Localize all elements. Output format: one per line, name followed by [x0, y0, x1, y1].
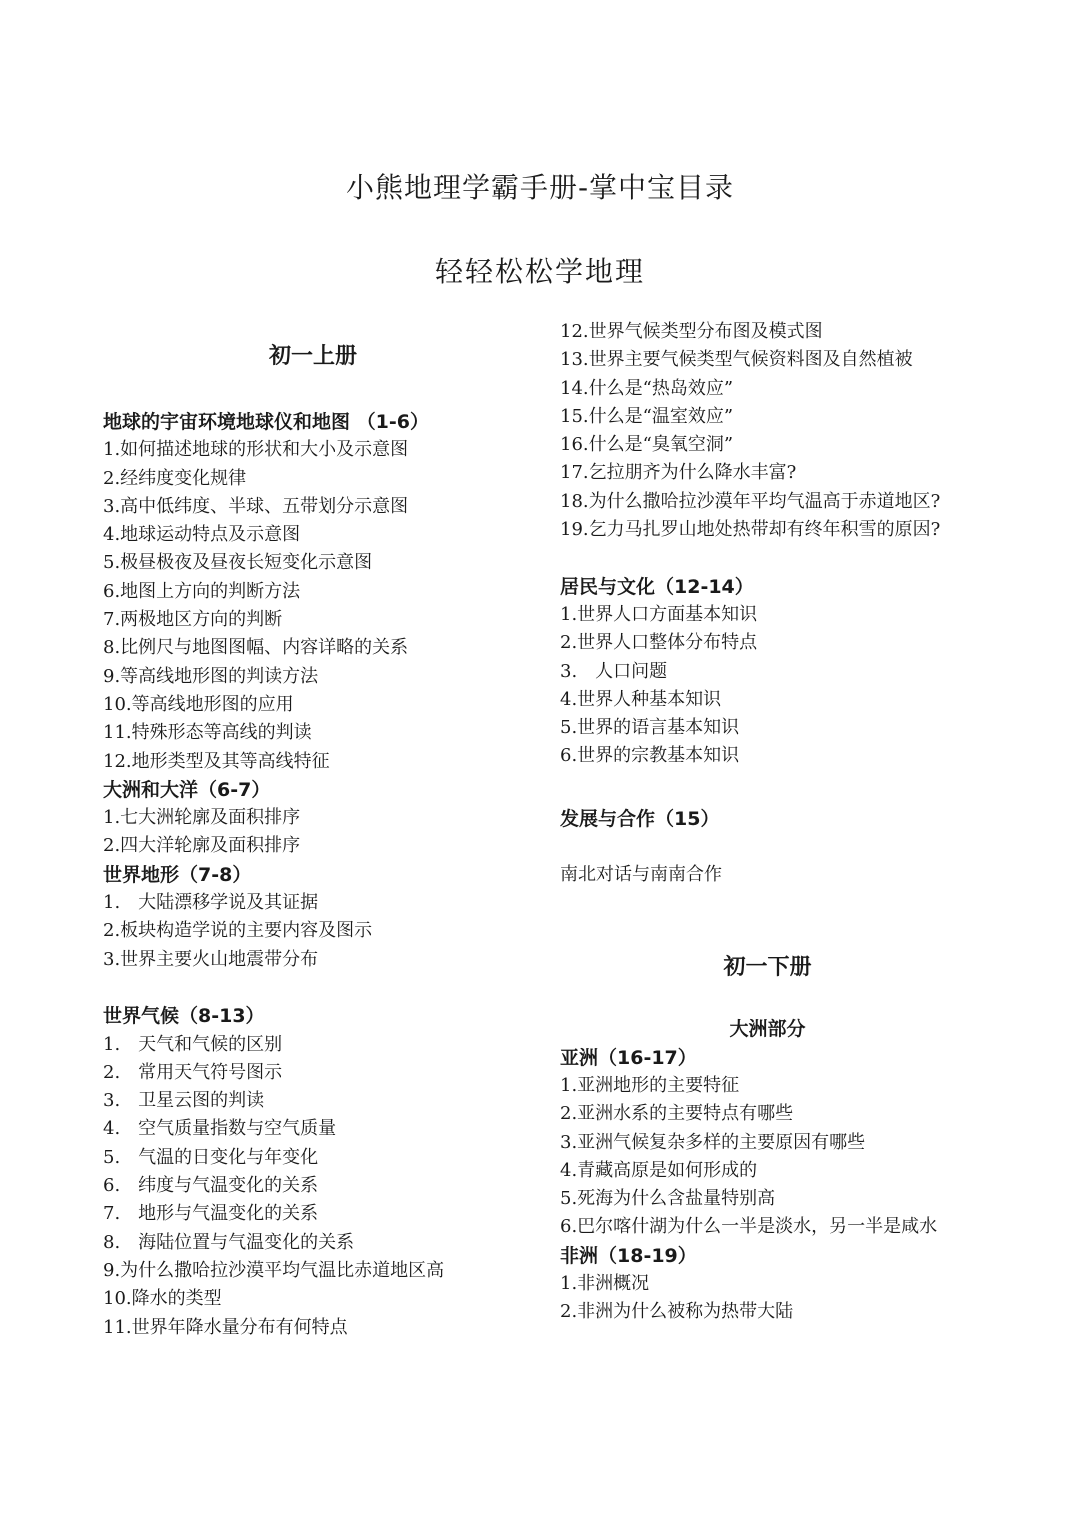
- section-heading-landforms: 世界地形（7-8）: [103, 863, 252, 886]
- toc-item: 2.亚洲水系的主要特点有哪些: [560, 1103, 794, 1125]
- document-subtitle: 轻轻松松学地理: [434, 255, 645, 288]
- toc-item: 14.什么是“热岛效应”: [560, 377, 734, 399]
- section-heading-climate: 世界气候（8-13）: [103, 1005, 265, 1028]
- toc-item: 1.非洲概况: [560, 1273, 650, 1295]
- toc-item: 5.世界的语言基本知识: [560, 717, 740, 739]
- toc-item: 2.四大洋轮廓及面积排序: [103, 835, 301, 857]
- toc-item: 8.比例尺与地图图幅、内容详略的关系: [103, 637, 409, 659]
- toc-item: 1. 大陆漂移学说及其证据: [103, 892, 319, 914]
- toc-item: 2.世界人口整体分布特点: [560, 632, 758, 654]
- toc-item: 3. 人口问题: [560, 660, 668, 682]
- toc-item: 4. 空气质量指数与空气质量: [103, 1118, 337, 1140]
- toc-item: 4.地球运动特点及示意图: [103, 524, 301, 546]
- toc-item: 8. 海陆位置与气温变化的关系: [103, 1231, 355, 1253]
- toc-item: 3.世界主要火山地震带分布: [103, 948, 319, 970]
- toc-item: 1.七大洲轮廓及面积排序: [103, 807, 301, 829]
- section-heading-asia: 亚洲（16-17）: [560, 1046, 697, 1069]
- section-list-africa: [560, 1270, 1020, 1327]
- toc-item: 18.为什么撒哈拉沙漠年平均气温高于赤道地区?: [560, 490, 941, 512]
- part-heading-continents: 大洲部分: [729, 1018, 806, 1041]
- toc-item: 16.什么是“臭氧空洞”: [560, 434, 734, 456]
- toc-item: 5. 气温的日变化与年变化: [103, 1146, 319, 1168]
- toc-item: 4.世界人种基本知识: [560, 688, 722, 710]
- toc-item: 2.非洲为什么被称为热带大陆: [560, 1301, 794, 1323]
- toc-item: 10.降水的类型: [103, 1288, 222, 1310]
- document-title: 小熊地理学霸手册-掌中宝目录: [345, 171, 735, 204]
- left-column: [103, 340, 533, 1342]
- toc-item: 南北对话与南南合作: [560, 864, 722, 886]
- toc-item: 2.板块构造学说的主要内容及图示: [103, 920, 373, 942]
- section-list-earth: [103, 436, 533, 776]
- toc-item: 6.世界的宗教基本知识: [560, 745, 740, 767]
- toc-item: 17.乞拉朋齐为什么降水丰富?: [560, 462, 797, 484]
- toc-item: 12.世界气候类型分布图及模式图: [560, 321, 823, 342]
- section-list-asia: [560, 1072, 1020, 1242]
- section-heading-earth: 地球的宇宙环境地球仪和地图 （1-6）: [103, 411, 429, 433]
- toc-item: 5.死海为什么含盐量特别高: [560, 1188, 776, 1210]
- toc-item: 6. 纬度与气温变化的关系: [103, 1175, 319, 1197]
- toc-item: 15.什么是“温室效应”: [560, 405, 734, 427]
- section-list-population: [560, 601, 1020, 771]
- toc-item: 6.巴尔喀什湖为什么一半是淡水，另一半是咸水: [560, 1216, 938, 1238]
- toc-item: 11.世界年降水量分布有何特点: [103, 1316, 348, 1338]
- section-heading-africa: 非洲（18-19）: [560, 1244, 697, 1267]
- section-heading-population: 居民与文化（12-14）: [560, 575, 754, 598]
- section-list-climate: [103, 1031, 533, 1342]
- toc-item: 19.乞力马扎罗山地处热带却有终年积雪的原因?: [560, 519, 941, 541]
- toc-item: 1. 天气和气候的区别: [103, 1033, 283, 1055]
- section-heading-continents: 大洲和大洋（6-7）: [103, 778, 271, 801]
- toc-item: 9.等高线地形图的判读方法: [103, 665, 319, 687]
- toc-item: 4.青藏高原是如何形成的: [560, 1159, 758, 1181]
- toc-item: 7. 地形与气温变化的关系: [103, 1203, 319, 1225]
- toc-item: 7.两极地区方向的判断: [103, 609, 283, 631]
- toc-item: 2.经纬度变化规律: [103, 467, 247, 489]
- toc-item: 1.亚洲地形的主要特征: [560, 1074, 740, 1096]
- section-list-development: [560, 861, 1020, 889]
- toc-item: 10.等高线地形图的应用: [103, 693, 294, 715]
- toc-item: 1.世界人口方面基本知识: [560, 603, 758, 625]
- section-list-landforms: [103, 889, 533, 974]
- toc-item: 13.世界主要气候类型气候资料图及自然植被: [560, 349, 913, 371]
- toc-item: 9.为什么撒哈拉沙漠平均气温比赤道地区高: [103, 1259, 445, 1281]
- toc-item: 1.如何描述地球的形状和大小及示意图: [103, 439, 409, 461]
- toc-item: 5.极昼极夜及昼夜长短变化示意图: [103, 552, 373, 574]
- toc-item: 2. 常用天气符号图示: [103, 1061, 283, 1083]
- toc-item: 3.亚洲气候复杂多样的主要原因有哪些: [560, 1131, 866, 1153]
- toc-item: 6.地图上方向的判断方法: [103, 580, 301, 602]
- section-list-climate-continued: [560, 318, 1020, 544]
- volume-heading-grade7-vol2: 初一下册: [723, 955, 812, 981]
- volume-heading-grade7-vol1: 初一上册: [268, 344, 357, 369]
- right-column: [560, 318, 1020, 1327]
- toc-item: 12.地形类型及其等高线特征: [103, 750, 330, 772]
- section-heading-development: 发展与合作（15）: [560, 808, 720, 831]
- section-list-continents: [103, 804, 533, 861]
- toc-item: 3.高中低纬度、半球、五带划分示意图: [103, 495, 409, 517]
- toc-item: 11.特殊形态等高线的判读: [103, 722, 312, 744]
- toc-item: 3. 卫星云图的判读: [103, 1090, 265, 1112]
